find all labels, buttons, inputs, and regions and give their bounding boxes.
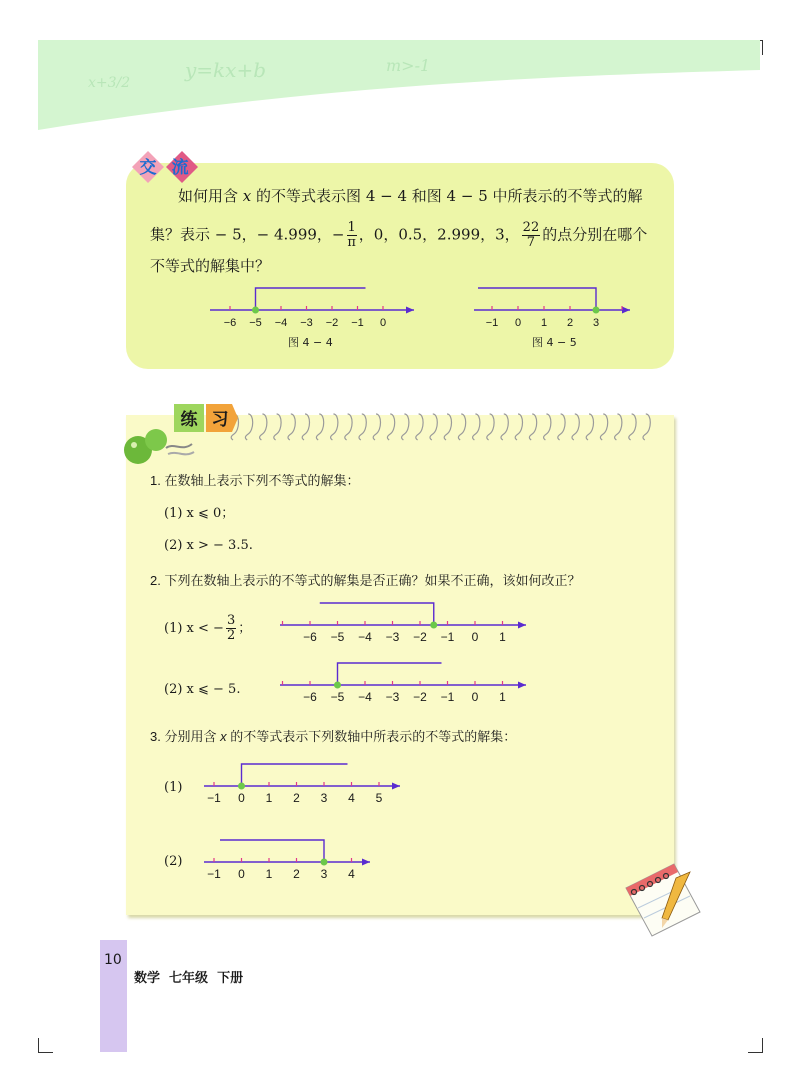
spiral-ring: [444, 414, 451, 440]
question-2-part-1: [164, 614, 251, 643]
q2a-prefix: (1) x < −: [164, 621, 224, 636]
exchange-badge: [128, 147, 208, 187]
q3-suffix: 的不等式表示下列数轴中所表示的不等式的解集：: [230, 729, 517, 744]
tick-label: −1: [351, 317, 364, 329]
notebook-pencil-icon: [618, 858, 708, 938]
solution-endpoint: [335, 682, 341, 688]
question-2-part-2: (2) x ⩽ − 5.: [164, 682, 241, 697]
spiral-ring: [615, 414, 622, 440]
spiral-ring: [515, 414, 522, 440]
exchange-fraction-22-over-7: [522, 221, 541, 250]
page-number: 10: [104, 952, 122, 968]
exchange-line-2-mid: ，0，0.5，2.999，3，: [358, 225, 520, 244]
frac1-num: 1: [347, 220, 356, 235]
figure-4-5-number-line: [462, 280, 642, 330]
tick-label: −5: [330, 630, 345, 644]
question-1-part-1: (1) x ⩽ 0；: [164, 506, 235, 521]
tick-label: −4: [274, 317, 288, 329]
spiral-ring: [430, 414, 437, 440]
tick-label: −6: [223, 317, 237, 329]
tick-label: 1: [499, 690, 506, 704]
crop-mark-bottom-left: [38, 1038, 53, 1053]
frac2-den: 7: [526, 235, 536, 250]
crop-mark-bottom-right: [748, 1038, 763, 1053]
question-3-part-1-label: (1): [164, 780, 183, 795]
spiral-ring: [260, 414, 267, 440]
solution-endpoint: [321, 859, 327, 865]
figure-4-5-caption: 图 4 − 5: [532, 336, 577, 349]
header-formula-2: y=kx+b: [185, 58, 267, 82]
solution-endpoint: [253, 307, 259, 313]
exchange-line-2-suffix: 的点分别在哪个: [542, 225, 648, 244]
tick-label: 5: [375, 791, 383, 805]
question-1: 1. 在数轴上表示下列不等式的解集：: [150, 473, 360, 488]
tick-label: 3: [320, 867, 328, 881]
tick-label: 1: [540, 317, 548, 329]
solution-bracket: [338, 663, 442, 685]
tick-label: −6: [303, 690, 317, 704]
tick-label: −4: [358, 630, 372, 644]
tick-label: 0: [238, 791, 245, 805]
solution-endpoint: [593, 307, 599, 313]
spiral-ring: [586, 414, 593, 440]
exchange-var-x: x: [242, 187, 252, 205]
exchange-badge-char-1: 交: [139, 158, 157, 177]
tick-label: 1: [265, 867, 273, 881]
gourd-icon: [122, 418, 202, 468]
header-formula-fraction: [88, 75, 131, 91]
spiral-ring: [501, 414, 508, 440]
spiral-ring: [544, 414, 551, 440]
tick-label: 2: [566, 317, 574, 329]
solution-bracket: [220, 840, 324, 862]
axis-arrow: [406, 307, 414, 314]
book-title: 数学 七年级 下册: [134, 971, 244, 986]
spiral-ring: [572, 414, 579, 440]
spiral-ring: [245, 414, 252, 440]
spiral-ring: [274, 414, 281, 440]
spiral-ring: [558, 414, 565, 440]
tick-label: −1: [485, 317, 499, 329]
q2a-num: 3: [226, 613, 236, 628]
solution-bracket: [320, 603, 434, 625]
spiral-ring: [331, 414, 338, 440]
tick-label: 4: [348, 867, 355, 881]
tick-label: −2: [325, 317, 339, 329]
exchange-fraction-1-over-pi: [347, 221, 357, 250]
exchange-line-3: 不等式的解集中？: [150, 257, 271, 275]
spiral-ring: [387, 414, 394, 440]
axis-arrow: [622, 307, 630, 314]
axis-arrow: [518, 622, 526, 629]
q3-prefix: 3. 分别用含: [150, 729, 217, 744]
solution-bracket: [256, 288, 366, 310]
tick-label: 0: [379, 317, 387, 329]
tick-label: 4: [348, 791, 355, 805]
header-formula-1: x+3/2: [88, 75, 131, 91]
spiral-ring: [416, 414, 423, 440]
tick-label: 3: [320, 791, 328, 805]
practice-badge-char-1: 练: [180, 410, 198, 429]
solution-endpoint: [431, 622, 437, 628]
tick-label: 0: [514, 317, 522, 329]
tick-label: −1: [440, 630, 455, 644]
question-2: 2. 下列在数轴上表示的不等式的解集是否正确？如果不正确，该如何改正？: [150, 573, 581, 588]
tick-label: −3: [385, 630, 400, 644]
spiral-ring: [458, 414, 465, 440]
tick-label: −4: [358, 690, 372, 704]
exchange-line-1-prefix: 如何用含: [178, 187, 239, 205]
tick-label: 0: [471, 690, 479, 704]
tick-label: −5: [249, 317, 262, 329]
spiral-ring: [643, 414, 650, 440]
tick-label: −5: [330, 690, 345, 704]
practice-badge-char-2: 习: [211, 410, 229, 429]
question-2-part-1-number-line: [276, 598, 536, 648]
tick-label: −1: [207, 867, 221, 881]
exchange-line-2: [150, 221, 647, 250]
tick-label: 0: [471, 630, 479, 644]
tick-label: −6: [303, 630, 317, 644]
question-3-part-2-number-line: [200, 832, 380, 882]
solution-bracket: [478, 288, 596, 310]
tick-label: −3: [385, 690, 400, 704]
tick-label: 1: [499, 630, 506, 644]
axis-arrow: [362, 859, 370, 866]
tick-label: −1: [440, 690, 455, 704]
spiral-ring: [600, 414, 607, 440]
exchange-badge-char-2: 流: [171, 158, 189, 177]
solution-endpoint: [239, 783, 245, 789]
spiral-ring: [529, 414, 536, 440]
frac1-den: π: [347, 235, 356, 250]
header-formula-3: m>-1: [386, 56, 431, 75]
spiral-ring: [402, 414, 409, 440]
q2a-fraction: [226, 614, 236, 643]
tick-label: 0: [238, 867, 245, 881]
question-1-part-2: (2) x > − 3.5.: [164, 538, 253, 553]
question-2-part-2-number-line: [276, 658, 536, 708]
axis-arrow: [392, 783, 400, 790]
axis-arrow: [518, 682, 526, 689]
spiral-ring: [345, 414, 352, 440]
spiral-ring: [487, 414, 494, 440]
question-3: [150, 726, 516, 745]
exchange-line-1-suffix: 的不等式表示图 4 − 4 和图 4 − 5 中所表示的不等式的解: [256, 187, 643, 205]
q2a-suffix: ；: [238, 621, 252, 636]
spiral-ring: [302, 414, 309, 440]
spiral-ring: [316, 414, 323, 440]
spiral-ring: [629, 414, 636, 440]
tick-label: 2: [293, 867, 300, 881]
figure-4-4-caption: 图 4 − 4: [288, 336, 333, 349]
figure-4-4-number-line: [200, 280, 420, 330]
exchange-line-1: [178, 186, 643, 206]
tick-label: −2: [413, 630, 427, 644]
tick-label: 3: [592, 317, 600, 329]
tick-label: 2: [293, 791, 300, 805]
question-3-part-1-number-line: [200, 758, 410, 808]
tick-label: −2: [413, 690, 427, 704]
spiral-ring: [473, 414, 480, 440]
tick-label: 1: [265, 791, 273, 805]
tick-label: −3: [300, 317, 313, 329]
exchange-line-2-prefix: 集？表示 − 5，− 4.999，−: [150, 225, 345, 244]
spiral-ring: [359, 414, 366, 440]
q3-var: x: [220, 729, 227, 744]
frac2-num: 22: [522, 220, 540, 235]
practice-spiral-binding: [228, 408, 668, 442]
question-3-part-2-label: (2): [164, 854, 183, 869]
q2a-den: 2: [226, 628, 236, 643]
spiral-ring: [373, 414, 380, 440]
solution-bracket: [242, 764, 348, 786]
tick-label: −1: [207, 791, 221, 805]
spiral-ring: [288, 414, 295, 440]
